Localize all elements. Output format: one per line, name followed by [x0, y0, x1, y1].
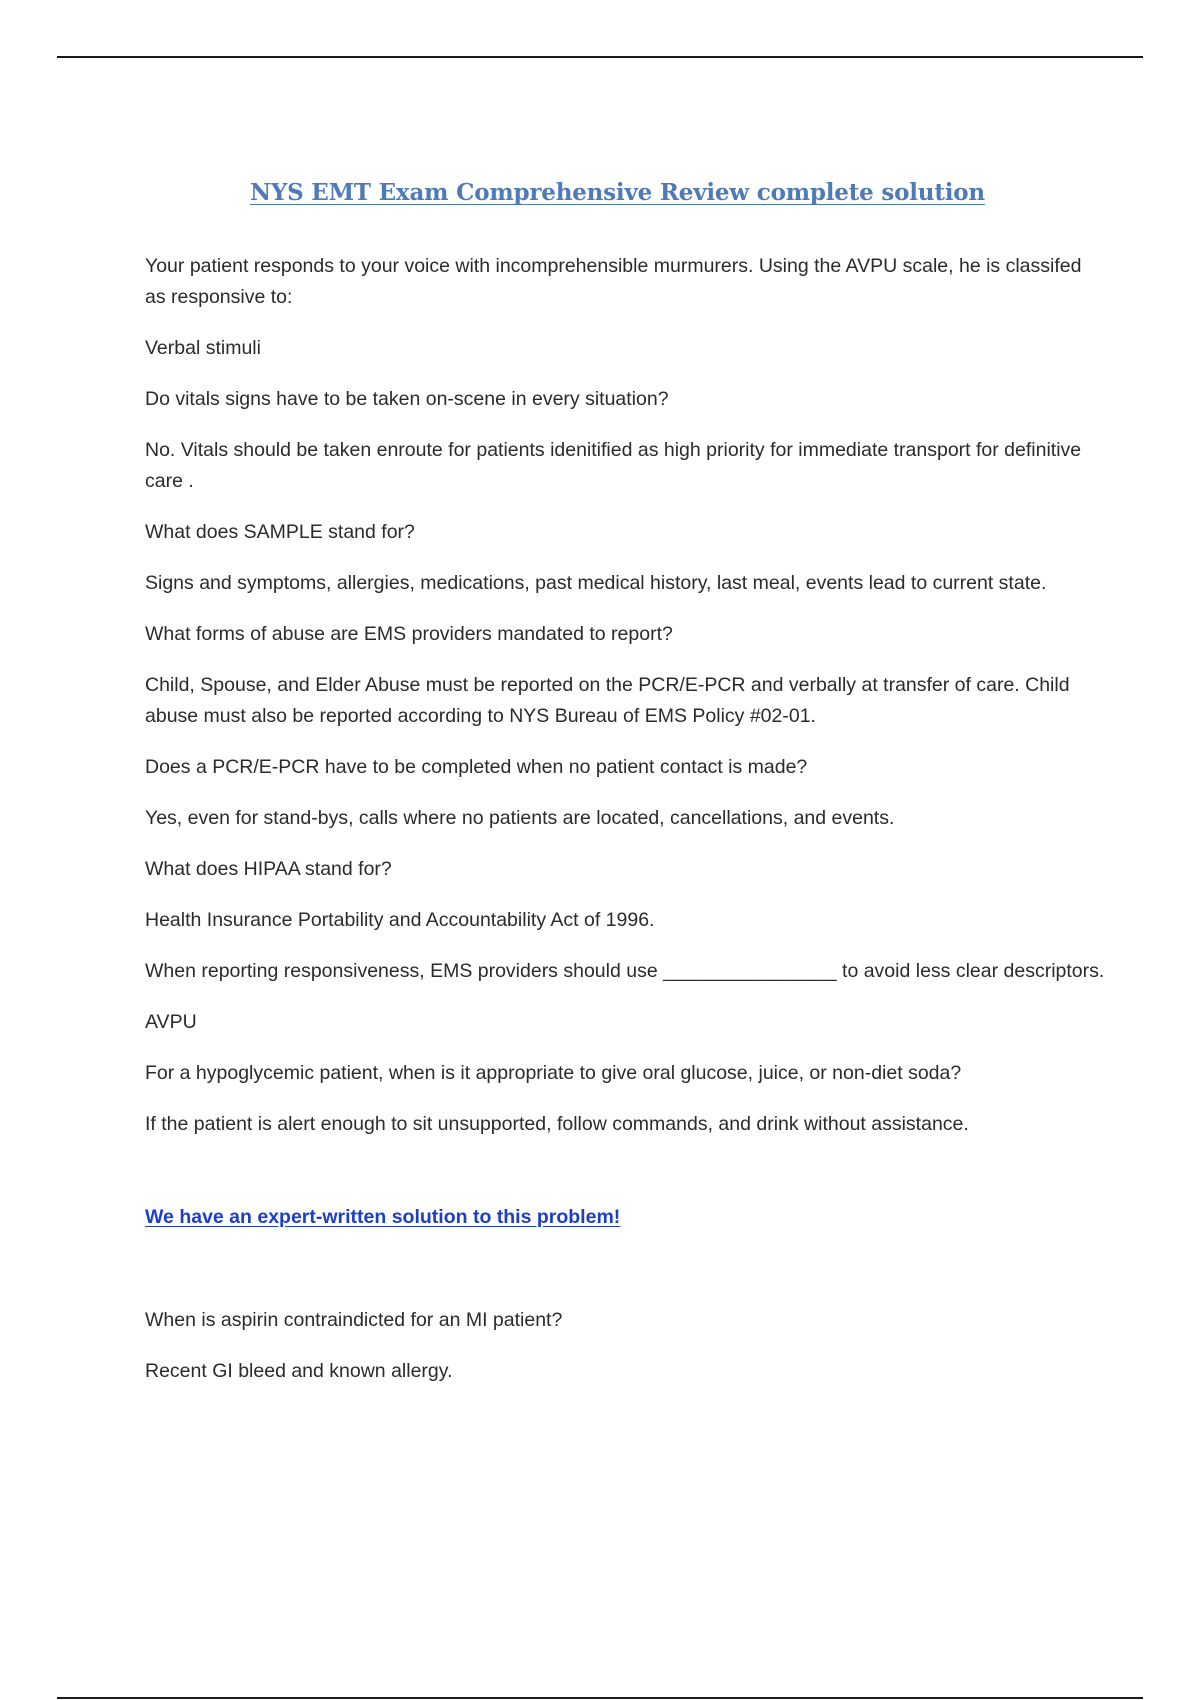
footer-rule	[57, 1697, 1143, 1699]
question-text: What does HIPAA stand for?	[145, 858, 392, 880]
document-body	[145, 251, 1105, 1407]
answer-text: No. Vitals should be taken enroute for patients idenitified as high priority for immediate transport for definitive care .	[145, 439, 1082, 492]
question-text: What does SAMPLE stand for?	[145, 521, 415, 543]
header-rule	[57, 56, 1143, 58]
qa-section-1	[145, 251, 1105, 1140]
question-text: For a hypoglycemic patient, when is it appropriate to give oral glucose, juice, or non-diet soda?	[145, 1062, 962, 1084]
question-text: What forms of abuse are EMS providers mandated to report?	[145, 623, 673, 645]
answer-text: Recent GI bleed and known allergy.	[145, 1360, 453, 1382]
answer-text: If the patient is alert enough to sit unsupported, follow commands, and drink without assistance.	[145, 1113, 969, 1135]
expert-solution-link[interactable]: We have an expert-written solution to this problem!	[145, 1206, 621, 1228]
answer-text: Signs and symptoms, allergies, medications, past medical history, last meal, events lead to current state.	[145, 572, 1047, 594]
answer-text: AVPU	[145, 1011, 197, 1033]
answer-text: Health Insurance Portability and Accountability Act of 1996.	[145, 909, 655, 931]
answer-text: Verbal stimuli	[145, 337, 261, 359]
question-text: Your patient responds to your voice with incomprehensible murmurers. Using the AVPU scale, he is classifed as responsive to:	[145, 255, 1082, 308]
answer-text: Yes, even for stand-bys, calls where no patients are located, cancellations, and events.	[145, 807, 895, 829]
question-text: Do vitals signs have to be taken on-scene in every situation?	[145, 388, 669, 410]
question-text: When reporting responsiveness, EMS providers should use ________________ to avoid less clear descriptors.	[145, 960, 1105, 982]
document-title: NYS EMT Exam Comprehensive Review complete solution	[250, 179, 985, 207]
qa-section-2	[145, 1305, 1105, 1387]
question-text: Does a PCR/E-PCR have to be completed when no patient contact is made?	[145, 756, 808, 778]
answer-text: Child, Spouse, and Elder Abuse must be reported on the PCR/E-PCR and verbally at transfer of care. Child abuse must also be reported according to NYS Bureau of EMS Policy #02-01.	[145, 674, 1070, 727]
question-text: When is aspirin contraindicted for an MI patient?	[145, 1309, 563, 1331]
